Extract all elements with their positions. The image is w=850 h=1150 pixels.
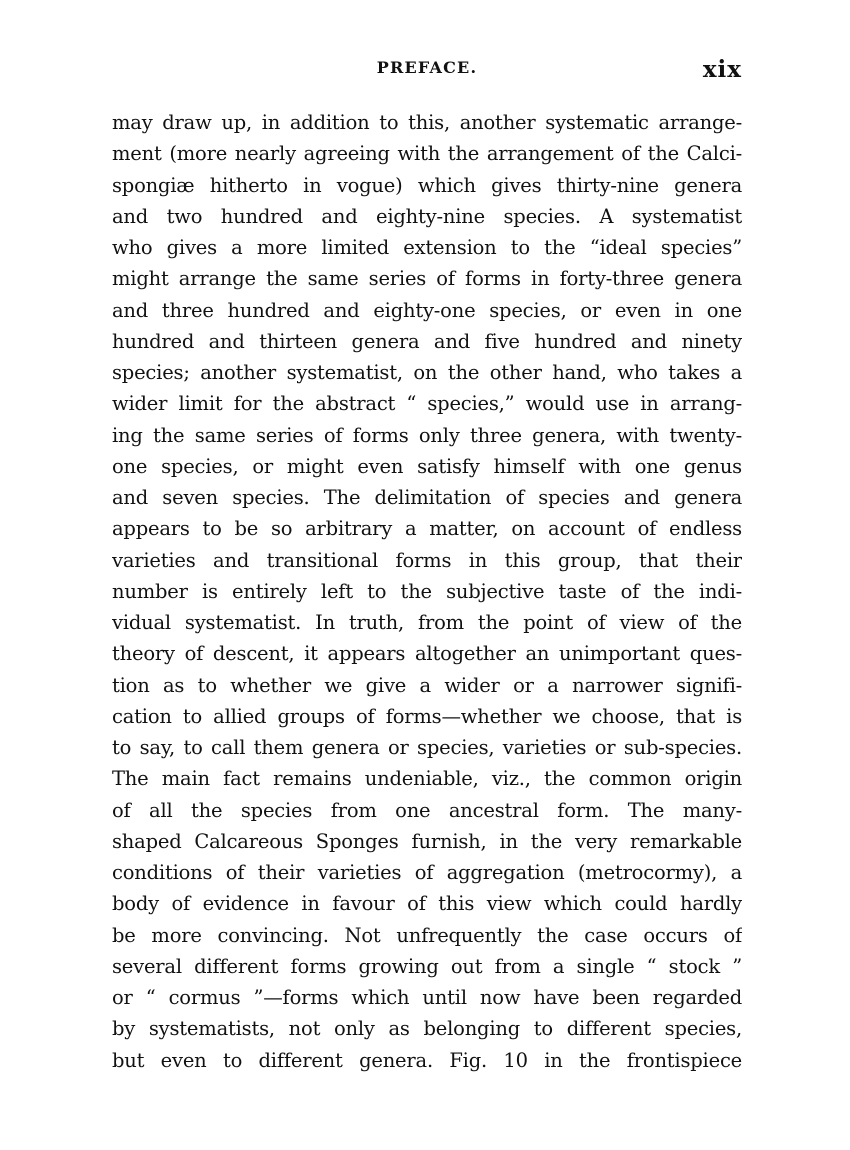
text-line: ment (more nearly agreeing with the arrangement of the Calci- <box>112 142 742 166</box>
text-line: number is entirely left to the subjective taste of the indi- <box>112 579 742 603</box>
text-line: but even to different genera. Fig. 10 in the frontispiece <box>112 1048 742 1072</box>
text-line: by systematists, not only as belonging to different species, <box>112 1017 742 1041</box>
text-line: species; another systematist, on the other hand, who takes a <box>112 361 742 384</box>
text-line: The main fact remains undeniable, viz., the common origin <box>112 767 742 791</box>
text-line: appears to be so arbitrary a matter, on account of endless <box>112 517 742 541</box>
text-line: varieties and transitional forms in this group, that their <box>112 548 742 572</box>
text-line: might arrange the same series of forms in forty-three genera <box>112 267 742 291</box>
text-line: theory of descent, it appears altogether an unimportant ques- <box>112 642 742 666</box>
text-line: vidual systematist. In truth, from the point of view of the <box>112 611 742 634</box>
text-line: be more convincing. Not unfrequently the case occurs of <box>112 923 742 947</box>
running-head <box>112 58 742 92</box>
text-line: one species, or might even satisfy himself with one genus <box>112 454 742 478</box>
text-line: who gives a more limited extension to the “ideal species” <box>112 236 742 259</box>
page-number: xix <box>702 56 742 83</box>
text-line: cation to allied groups of forms—whether we choose, that is <box>112 704 742 728</box>
text-line: and three hundred and eighty-one species, or even in one <box>112 298 742 322</box>
text-line: hundred and thirteen genera and five hundred and ninety <box>112 329 742 353</box>
text-line: body of evidence in favour of this view which could hardly <box>112 892 742 916</box>
text-line: ing the same series of forms only three genera, with twenty- <box>112 423 742 447</box>
text-line: several different forms growing out from a single “ stock ” <box>112 954 742 978</box>
text-line: to say, to call them genera or species, varieties or sub-species. <box>112 736 742 759</box>
text-line: tion as to whether we give a wider or a narrower signifi- <box>112 673 742 697</box>
text-line: may draw up, in addition to this, another systematic arrange- <box>112 111 742 134</box>
text-line: of all the species from one ancestral form. The many- <box>112 798 742 822</box>
body-text <box>112 107 742 1076</box>
text-line: and two hundred and eighty-nine species. A systematist <box>112 204 742 228</box>
text-line: spongiæ hitherto in vogue) which gives thirty-nine genera <box>112 173 742 197</box>
text-line: shaped Calcareous Sponges furnish, in the very remarkable <box>112 829 742 853</box>
text-line: wider limit for the abstract “ species,” would use in arrang- <box>112 392 742 416</box>
text-line: conditions of their varieties of aggregation (metrocormy), a <box>112 861 742 884</box>
running-title: PREFACE. <box>376 58 478 77</box>
text-line: and seven species. The delimitation of species and genera <box>112 486 742 509</box>
text-line: or “ cormus ”—forms which until now have been regarded <box>112 986 742 1009</box>
